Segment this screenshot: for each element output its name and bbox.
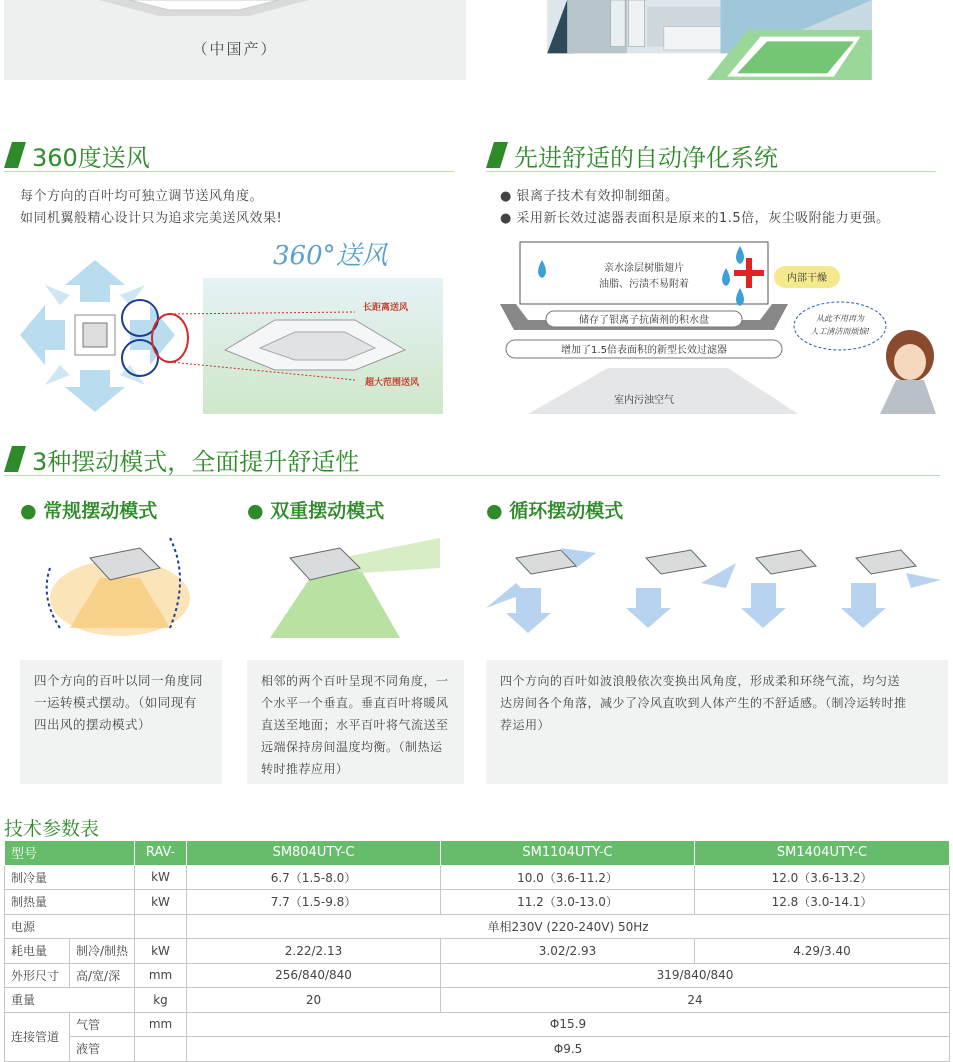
cell: 7.7（1.5-9.8） [187,890,441,915]
row-unit: kW [135,890,187,915]
section-360-text [20,186,282,230]
table-row [5,939,950,964]
section-title: 3种摆动模式，全面提升舒适性 [32,448,360,476]
row-label: 制热量 [5,890,135,915]
header-model-1: SM804UTY-C [187,841,441,866]
top-banner [0,0,953,120]
tray-label: 储存了银离子抗菌剂的积水盘 [579,315,709,326]
heading-marker-icon [486,142,508,168]
mode-title-cycle: ● 循环摆动模式 [486,500,624,522]
row-unit [135,914,187,939]
table-header-row [5,841,950,866]
row-unit: kW [135,865,187,890]
section-title: 360度送风 [32,144,150,172]
desc-line: 达房间各个角落，减少了冷风直吹到人体产生的不舒适感。（制冷运转时推 [500,696,907,710]
cell: 2.22/2.13 [187,939,441,964]
cell: 3.02/2.93 [441,939,695,964]
product-photo-panel [4,0,466,80]
mode-desc-normal [20,660,222,784]
fin-text-1: 亲水涂层树脂翅片 [604,263,684,274]
label-long-distance: 长距离送风 [363,303,409,313]
filter-label: 增加了1.5倍表面积的新型长效过滤器 [561,345,727,356]
spec-table [4,840,950,1062]
desc-line: 远端保持房间温度均衡。（制热运 [261,740,443,754]
bullet-line: ● 银离子技术有效抑制细菌。 [500,189,679,204]
cell: 20 [187,988,441,1013]
table-row [5,1012,950,1037]
cell: 6.7（1.5-8.0） [187,865,441,890]
desc-line: 直送至地面；水平百叶将气流送至 [261,718,449,732]
row-sublabel: 高/宽/深 [70,963,135,988]
cell: 10.0（3.6-11.2） [441,865,695,890]
cell: 11.2（3.0-13.0） [441,890,695,915]
table-row [5,988,950,1013]
row-label: 耗电量 [5,939,70,964]
cycle-swing-illustration [486,528,946,638]
desc-line: 相邻的两个百叶呈现不同角度，一 [261,674,449,688]
section-purify-text [500,186,890,230]
office-photo [466,0,953,80]
desc-line: 四出风的摆动模式） [34,717,152,732]
airflow-360-illustration [15,240,445,420]
bubble-text-2: 人工清洁而烦恼! [810,327,870,336]
table-row [5,865,950,890]
table-row [5,1037,950,1062]
desc-line: 个水平一个垂直。垂直百叶将暖风 [261,696,449,710]
ceiling-unit-image [99,0,309,22]
desc-line: 荐运用） [500,718,551,732]
row-label: 制冷量 [5,865,135,890]
section-360-heading [4,138,454,172]
bubble-text-1: 从此不用再为 [816,314,864,323]
cell: 单相230V (220-240V) 50Hz [187,914,950,939]
cell: Φ15.9 [187,1012,950,1037]
graphic-title: 360°送风 [273,241,388,271]
dry-label: 内部干燥 [787,273,827,284]
origin-label: （中国产） [192,40,278,58]
header-prefix: RAV- [135,841,187,866]
air-label: 室内污浊空气 [614,395,674,406]
row-sublabel: 气管 [70,1012,135,1037]
header-model: 型号 [5,841,135,866]
mode-desc-dual [247,660,464,784]
cell: 24 [441,988,950,1013]
row-sublabel: 制冷/制热 [70,939,135,964]
cell: Φ9.5 [187,1037,950,1062]
row-label: 外形尺寸 [5,963,70,988]
spec-title: 技术参数表 [4,818,100,840]
fin-text-2: 油脂、污渍不易附着 [599,279,689,290]
row-label: 重量 [5,988,135,1013]
table-row [5,890,950,915]
section-purify-heading [486,138,936,172]
row-sublabel: 液管 [70,1037,135,1062]
cell: 4.29/3.40 [695,939,950,964]
section-title: 先进舒适的自动净化系统 [514,144,778,172]
heading-marker-icon [4,142,26,168]
header-model-2: SM1104UTY-C [441,841,695,866]
desc-line: 一运转模式摆动。（如同现有 [34,695,197,710]
row-unit: kg [135,988,187,1013]
mode-title-normal: ● 常规摆动模式 [20,500,158,522]
row-unit [135,1037,187,1062]
section-swing-heading [4,442,940,476]
heading-marker-icon [4,446,26,472]
mode-desc-cycle [486,660,948,784]
cell: 12.0（3.6-13.2） [695,865,950,890]
row-label: 连接管道 [5,1012,70,1061]
bullet-line: ● 采用新长效过滤器表面积是原来的1.5倍，灰尘吸附能力更强。 [500,211,890,226]
table-row [5,963,950,988]
row-unit: kW [135,939,187,964]
cell: 256/840/840 [187,963,441,988]
person-icon [880,330,936,414]
desc-line: 转时推荐应用） [261,762,349,776]
cell: 319/840/840 [441,963,950,988]
row-unit: mm [135,1012,187,1037]
cell: 12.8（3.0-14.1） [695,890,950,915]
header-model-3: SM1404UTY-C [695,841,950,866]
normal-swing-illustration [20,528,220,638]
dual-swing-illustration [250,528,450,638]
label-wide-range: 超大范围送风 [365,378,420,388]
text-line: 每个方向的百叶均可独立调节送风角度。 [20,189,264,204]
text-line: 如同机翼般精心设计只为追求完美送风效果! [20,211,283,226]
purification-illustration [498,238,938,414]
mode-title-dual: ● 双重摆动模式 [247,500,385,522]
table-row [5,914,950,939]
desc-line: 四个方向的百叶如波浪般依次变换出风角度，形成柔和环绕气流，均匀送 [500,674,901,688]
row-label: 电源 [5,914,135,939]
desc-line: 四个方向的百叶以同一角度同 [34,673,204,688]
row-unit: mm [135,963,187,988]
